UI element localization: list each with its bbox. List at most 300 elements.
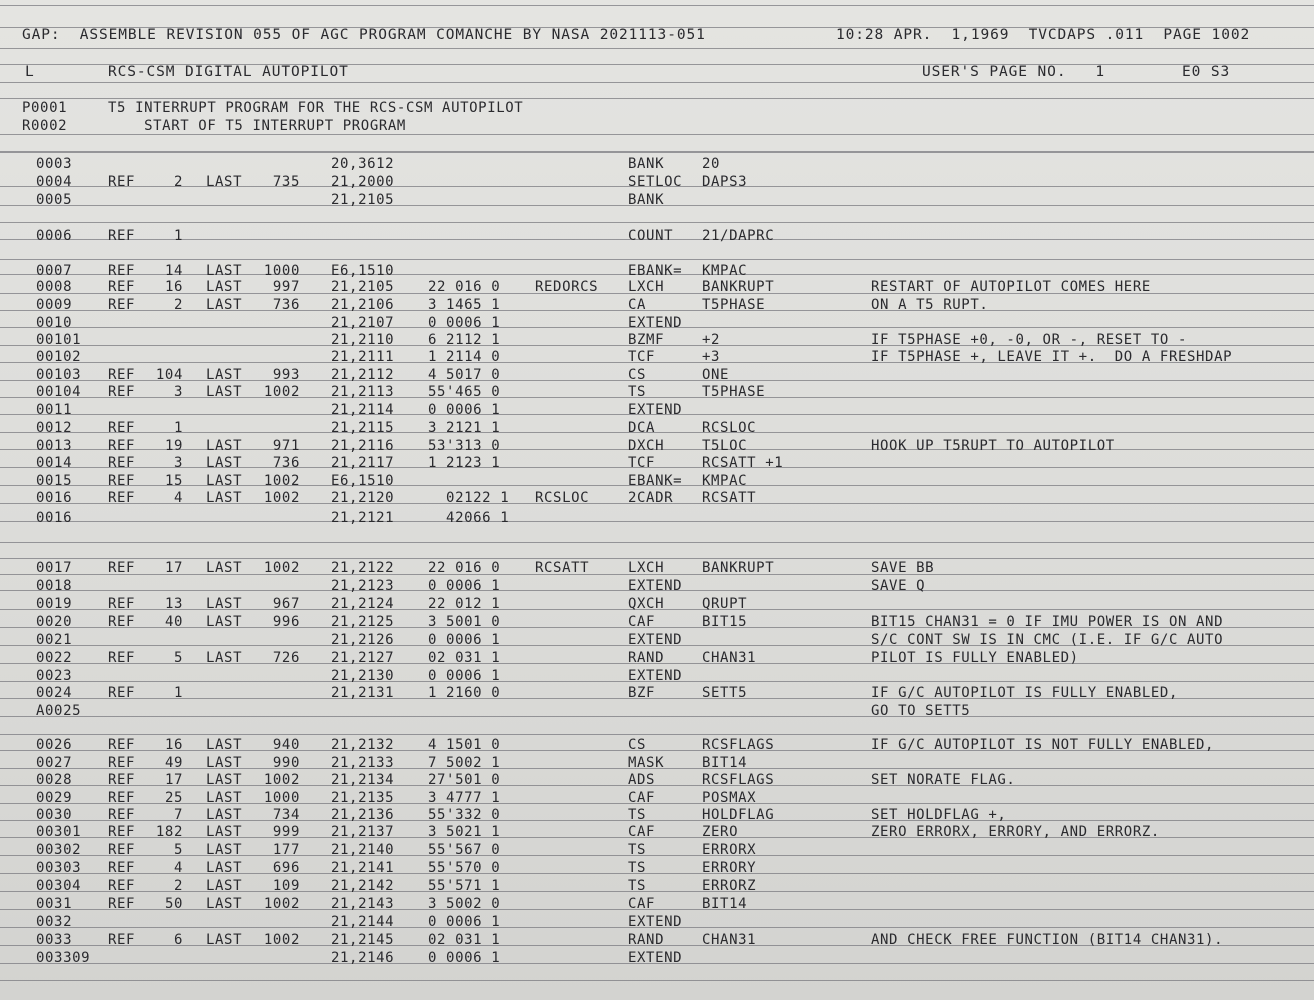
octal-word: 22 012 1 [428,596,501,612]
ref-tag: REF [108,790,136,806]
comment: S/C CONT SW IS IN CMC (I.E. IF G/C AUTO [871,632,1224,648]
opcode: COUNT [628,228,674,244]
address: 21,2106 [331,297,395,313]
operand: ERRORX [702,842,757,858]
last-line: 997 [272,279,300,295]
last-tag: LAST [206,896,243,912]
listing-row [0,401,1314,419]
ref-count: 13 [164,596,183,612]
ref-count: 2 [173,878,183,894]
comment: IF G/C AUTOPILOT IS NOT FULLY ENABLED, [871,737,1215,753]
last-line: 734 [272,807,300,823]
rule-line [0,980,1314,981]
address: E6,1510 [331,263,395,279]
comment: IF T5PHASE +, LEAVE IT +. DO A FRESHDAP [871,349,1233,365]
rule-line [0,734,1314,735]
ref-count: 14 [164,263,183,279]
last-line: 736 [272,297,300,313]
octal-word: 7 5002 1 [428,755,501,771]
line-number: 0032 [36,914,73,930]
line-number: 0012 [36,420,73,436]
address: 21,2110 [331,332,395,348]
comment: SET HOLDFLAG +, [871,807,1007,823]
listing-row [0,841,1314,859]
octal-word: 55'465 0 [428,384,501,400]
address: 21,2113 [331,384,395,400]
line-number: 0017 [36,560,73,576]
line-number: 0005 [36,192,73,208]
ref-count: 16 [164,279,183,295]
line-number: 003309 [36,950,91,966]
ref-tag: REF [108,420,136,436]
octal-word: 3 4777 1 [428,790,501,806]
last-line: 1002 [263,490,300,506]
ref-tag: REF [108,455,136,471]
comment: SAVE Q [871,578,926,594]
ref-tag: REF [108,228,136,244]
address: E6,1510 [331,473,395,489]
listing-row [0,155,1314,173]
octal-word: 3 5001 0 [428,614,501,630]
line-number: 00104 [36,384,82,400]
operand: RCSFLAGS [702,772,775,788]
operand: ERRORY [702,860,757,876]
ref-count: 19 [164,438,183,454]
ref-tag: REF [108,560,136,576]
address: 21,2136 [331,807,395,823]
address: 21,2134 [331,772,395,788]
opcode: ADS [628,772,656,788]
listing-row [0,667,1314,685]
operand: RCSATT +1 [702,455,784,471]
listing-row [0,595,1314,613]
octal-word: 02122 1 [428,490,510,506]
address: 21,2145 [331,932,395,948]
last-line: 996 [272,614,300,630]
address: 21,2137 [331,824,395,840]
opcode: LXCH [628,560,665,576]
last-line: 993 [272,367,300,383]
line-number: 0004 [36,174,73,190]
operand: BIT14 [702,755,748,771]
address: 21,2117 [331,455,395,471]
ref-count: 5 [173,650,183,666]
operand: BIT14 [702,896,748,912]
ref-tag: REF [108,932,136,948]
title-line-1 [0,99,1314,117]
address: 21,2115 [331,420,395,436]
listing-row [0,419,1314,437]
listing-row [0,949,1314,967]
address: 21,2105 [331,279,395,295]
listing-row [0,823,1314,841]
octal-word: 4 1501 0 [428,737,501,753]
address: 21,2146 [331,950,395,966]
octal-word: 4 5017 0 [428,367,501,383]
listing-row [0,631,1314,649]
listing-row [0,931,1314,949]
last-line: 109 [272,878,300,894]
last-tag: LAST [206,860,243,876]
address: 21,2105 [331,192,395,208]
opcode: TCF [628,455,656,471]
last-tag: LAST [206,279,243,295]
last-tag: LAST [206,596,243,612]
line-number: 0028 [36,772,73,788]
opcode: EXTEND [628,950,683,966]
line-number: 0011 [36,402,73,418]
opcode: TCF [628,349,656,365]
operand: QRUPT [702,596,748,612]
last-line: 1000 [263,790,300,806]
opcode: EXTEND [628,668,683,684]
last-tag: LAST [206,650,243,666]
address: 21,2124 [331,596,395,612]
address: 21,2130 [331,668,395,684]
line-number: 0030 [36,807,73,823]
opcode: TS [628,860,647,876]
rule-line [0,5,1314,6]
rule-line [0,48,1314,49]
opcode: 2CADR [628,490,674,506]
last-tag: LAST [206,878,243,894]
rule-line [0,82,1314,83]
line-number: 0003 [36,156,73,172]
line-number: 0022 [36,650,73,666]
ref-tag: REF [108,490,136,506]
ref-count: 4 [173,490,183,506]
opcode: CAF [628,790,656,806]
octal-word: 3 5021 1 [428,824,501,840]
opcode: EXTEND [628,315,683,331]
last-line: 696 [272,860,300,876]
last-line: 1002 [263,560,300,576]
last-line: 735 [272,174,300,190]
ref-tag: REF [108,614,136,630]
listing-row [0,383,1314,401]
address: 21,2126 [331,632,395,648]
address: 21,2123 [331,578,395,594]
ref-tag: REF [108,755,136,771]
comment: AND CHECK FREE FUNCTION (BIT14 CHAN31). [871,932,1224,948]
line-number: 00101 [36,332,82,348]
opcode: TS [628,842,647,858]
last-tag: LAST [206,932,243,948]
rule-line [0,259,1314,260]
address: 21,2121 [331,510,395,526]
symbol-label: RCSLOC [535,490,590,506]
ref-tag: REF [108,438,136,454]
operand: CHAN31 [702,932,757,948]
listing-row [0,454,1314,472]
address: 21,2135 [331,790,395,806]
line-number: 0029 [36,790,73,806]
last-tag: LAST [206,490,243,506]
operand: +2 [702,332,721,348]
last-tag: LAST [206,174,243,190]
operand: T5PHASE [702,384,766,400]
octal-word: 0 0006 1 [428,914,501,930]
ref-count: 4 [173,860,183,876]
title-line-2 [0,117,1314,135]
address: 21,2133 [331,755,395,771]
header-section-title: RCS-CSM DIGITAL AUTOPILOT [108,64,349,80]
opcode: CS [628,367,647,383]
address: 21,2141 [331,860,395,876]
ref-count: 182 [155,824,183,840]
listing-row [0,913,1314,931]
comment: ZERO ERRORX, ERRORY, AND ERRORZ. [871,824,1160,840]
last-tag: LAST [206,455,243,471]
comment: RESTART OF AUTOPILOT COMES HERE [871,279,1151,295]
opcode: QXCH [628,596,665,612]
title-text: T5 INTERRUPT PROGRAM FOR THE RCS-CSM AUTOPILOT [108,100,524,116]
line-number: 0027 [36,755,73,771]
listing-row [0,754,1314,772]
line-number: 0009 [36,297,73,313]
ref-tag: REF [108,737,136,753]
header-user-page: USER'S PAGE NO. 1 E0 S3 [922,64,1231,80]
header-log-letter: L [25,64,35,80]
last-line: 177 [272,842,300,858]
last-line: 1002 [263,772,300,788]
last-line: 990 [272,755,300,771]
ref-tag: REF [108,384,136,400]
opcode: TS [628,878,647,894]
opcode: BZF [628,685,656,701]
ref-count: 3 [173,384,183,400]
listing-row [0,613,1314,631]
line-number: 0021 [36,632,73,648]
last-line: 967 [272,596,300,612]
octal-word: 27'501 0 [428,772,501,788]
line-number: 0016 [36,510,73,526]
line-number: 0006 [36,228,73,244]
ref-count: 6 [173,932,183,948]
ref-tag: REF [108,896,136,912]
last-tag: LAST [206,737,243,753]
opcode: EXTEND [628,914,683,930]
line-number: 0023 [36,668,73,684]
listing-row [0,895,1314,913]
ref-count: 49 [164,755,183,771]
address: 21,2127 [331,650,395,666]
opcode: LXCH [628,279,665,295]
listing-row [0,489,1314,507]
opcode: BANK [628,192,665,208]
comment: SET NORATE FLAG. [871,772,1016,788]
line-number: 0020 [36,614,73,630]
address: 21,2116 [331,438,395,454]
listing-row [0,331,1314,349]
last-line: 726 [272,650,300,666]
ref-count: 7 [173,807,183,823]
opcode: CAF [628,824,656,840]
ref-tag: REF [108,878,136,894]
last-line: 971 [272,438,300,454]
listing-row [0,348,1314,366]
opcode: BANK [628,156,665,172]
opcode: EXTEND [628,632,683,648]
opcode: CA [628,297,647,313]
opcode: CAF [628,614,656,630]
address: 21,2144 [331,914,395,930]
last-tag: LAST [206,755,243,771]
octal-word: 3 5002 0 [428,896,501,912]
octal-word: 6 2112 1 [428,332,501,348]
address: 21,2125 [331,614,395,630]
line-number: 0008 [36,279,73,295]
last-tag: LAST [206,790,243,806]
listing-row [0,789,1314,807]
line-number: 0016 [36,490,73,506]
line-number: 0026 [36,737,73,753]
ref-count: 1 [173,228,183,244]
last-line: 1002 [263,473,300,489]
comment: PILOT IS FULLY ENABLED) [871,650,1079,666]
octal-word: 02 031 1 [428,650,501,666]
ref-tag: REF [108,279,136,295]
last-tag: LAST [206,438,243,454]
line-number: 0007 [36,263,73,279]
line-number: 0013 [36,438,73,454]
rule-line [0,542,1314,543]
opcode: TS [628,807,647,823]
opcode: SETLOC [628,174,683,190]
address: 21,2114 [331,402,395,418]
header-timestamp-page: 10:28 APR. 1,1969 TVCDAPS .011 PAGE 1002 [836,27,1251,43]
operand: POSMAX [702,790,757,806]
octal-word: 0 0006 1 [428,315,501,331]
address: 21,2143 [331,896,395,912]
operand: T5LOC [702,438,748,454]
octal-word: 55'571 1 [428,878,501,894]
line-number: A0025 [36,703,82,719]
listing-row [0,559,1314,577]
opcode: RAND [628,932,665,948]
ref-tag: REF [108,807,136,823]
octal-word: 55'567 0 [428,842,501,858]
operand: ZERO [702,824,739,840]
comment: IF T5PHASE +0, -0, OR -, RESET TO - [871,332,1188,348]
ref-tag: REF [108,860,136,876]
operand: ONE [702,367,730,383]
listing-row [0,173,1314,191]
line-number: 00301 [36,824,82,840]
opcode: DXCH [628,438,665,454]
line-number: 0015 [36,473,73,489]
listing-row [0,509,1314,527]
symbol-label: RCSATT [535,560,590,576]
listing-row [0,366,1314,384]
ref-count: 104 [155,367,183,383]
ref-count: 50 [164,896,183,912]
address: 21,2122 [331,560,395,576]
opcode: EXTEND [628,402,683,418]
ref-tag: REF [108,824,136,840]
opcode: EBANK= [628,473,683,489]
ref-tag: REF [108,685,136,701]
octal-word: 1 2123 1 [428,455,501,471]
last-tag: LAST [206,560,243,576]
opcode: EXTEND [628,578,683,594]
operand: +3 [702,349,721,365]
opcode: EBANK= [628,263,683,279]
octal-word: 0 0006 1 [428,402,501,418]
listing-row [0,437,1314,455]
last-tag: LAST [206,614,243,630]
last-tag: LAST [206,807,243,823]
address: 21,2132 [331,737,395,753]
operand: CHAN31 [702,650,757,666]
ref-count: 1 [173,685,183,701]
octal-word: 42066 1 [428,510,510,526]
ref-count: 5 [173,842,183,858]
last-tag: LAST [206,384,243,400]
operand: 21/DAPRC [702,228,775,244]
last-line: 940 [272,737,300,753]
rule-line [0,222,1314,223]
octal-word: 55'570 0 [428,860,501,876]
ref-tag: REF [108,263,136,279]
octal-word: 3 2121 1 [428,420,501,436]
ref-count: 2 [173,297,183,313]
octal-word: 22 016 0 [428,560,501,576]
last-tag: LAST [206,824,243,840]
symbol-label: REDORCS [535,279,599,295]
comment: IF G/C AUTOPILOT IS FULLY ENABLED, [871,685,1178,701]
line-number: 00304 [36,878,82,894]
opcode: CS [628,737,647,753]
octal-word: 55'332 0 [428,807,501,823]
line-number: 00102 [36,349,82,365]
title-text: START OF T5 INTERRUPT PROGRAM [108,118,406,134]
octal-word: 1 2114 0 [428,349,501,365]
ref-tag: REF [108,473,136,489]
address: 21,2112 [331,367,395,383]
listing-row [0,227,1314,245]
ref-tag: REF [108,842,136,858]
last-line: 999 [272,824,300,840]
ref-count: 25 [164,790,183,806]
ref-count: 17 [164,560,183,576]
line-number: 00103 [36,367,82,383]
last-tag: LAST [206,367,243,383]
ref-count: 1 [173,420,183,436]
ref-count: 3 [173,455,183,471]
comment: BIT15 CHAN31 = 0 IF IMU POWER IS ON AND [871,614,1224,630]
last-tag: LAST [206,842,243,858]
last-line: 1002 [263,896,300,912]
line-number: 0031 [36,896,73,912]
line-number: 0024 [36,685,73,701]
line-number: 0010 [36,315,73,331]
listing-row [0,472,1314,490]
ref-count: 16 [164,737,183,753]
octal-word: 0 0006 1 [428,632,501,648]
octal-word: 0 0006 1 [428,950,501,966]
opcode: CAF [628,896,656,912]
listing-row [0,684,1314,702]
line-number: 0019 [36,596,73,612]
ref-count: 2 [173,174,183,190]
operand: 20 [702,156,721,172]
operand: SETT5 [702,685,748,701]
octal-word: 1 2160 0 [428,685,501,701]
address: 21,2131 [331,685,395,701]
line-number: 00303 [36,860,82,876]
title-line-number: P0001 [22,100,68,116]
